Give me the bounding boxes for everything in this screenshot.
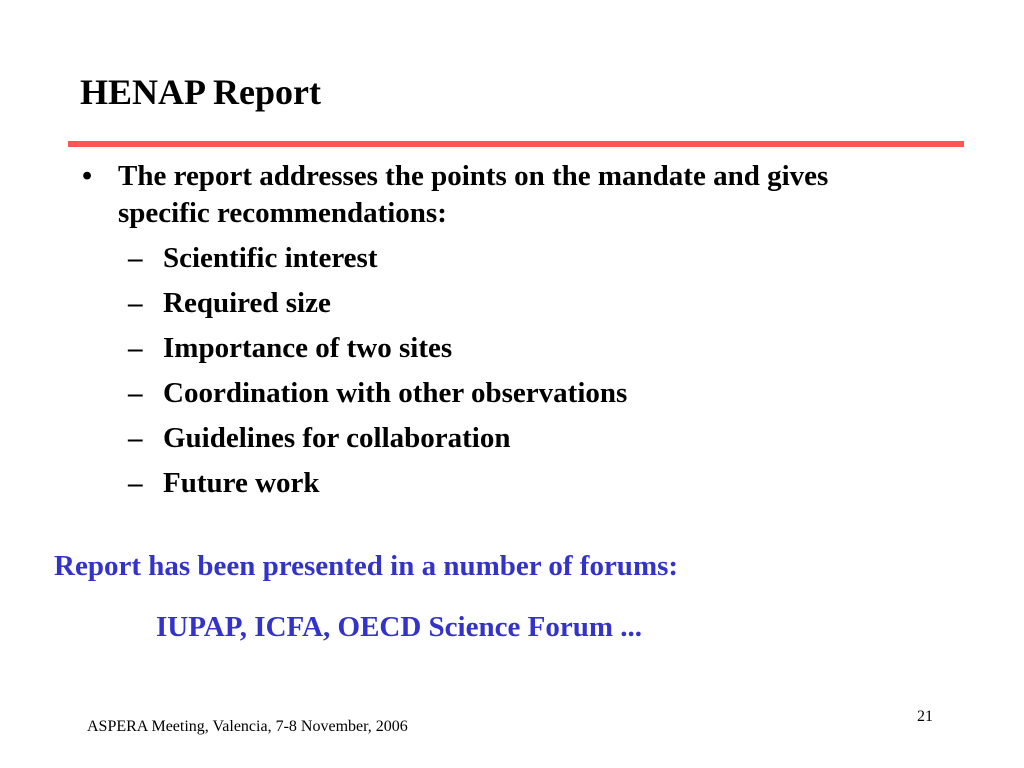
- main-bullet: [82, 158, 902, 232]
- list-item: [128, 371, 627, 416]
- list-item: [128, 461, 627, 506]
- list-item: [128, 326, 627, 371]
- list-item: [128, 281, 627, 326]
- list-item-text: Coordination with other observations: [163, 377, 628, 409]
- list-item-text: Required size: [163, 287, 331, 319]
- dash-glyph: –: [128, 467, 143, 499]
- forums-list: IUPAP, ICFA, OECD Science Forum ...: [156, 611, 642, 643]
- slide-number: 21: [917, 708, 933, 725]
- list-item-text: Scientific interest: [163, 242, 378, 274]
- list-item-text: Importance of two sites: [163, 332, 453, 364]
- list-item-text: Future work: [163, 467, 320, 499]
- dash-glyph: –: [128, 422, 143, 454]
- list-item-text: Guidelines for collaboration: [163, 422, 511, 454]
- list-item: [128, 416, 627, 461]
- dash-glyph: –: [128, 287, 143, 319]
- bullet-glyph: •: [82, 160, 93, 192]
- list-item: [128, 236, 627, 281]
- dash-glyph: –: [128, 332, 143, 364]
- main-bullet-text: The report addresses the points on the mandate and gives specific recommendations:: [118, 160, 829, 229]
- forums-heading: Report has been presented in a number of forums:: [54, 550, 679, 582]
- dash-glyph: –: [128, 377, 143, 409]
- recommendations-list: [128, 236, 627, 506]
- title-divider: [68, 141, 964, 147]
- footer-text: ASPERA Meeting, Valencia, 7-8 November, 2006: [87, 718, 408, 735]
- dash-glyph: –: [128, 242, 143, 274]
- slide-title: HENAP Report: [80, 72, 321, 112]
